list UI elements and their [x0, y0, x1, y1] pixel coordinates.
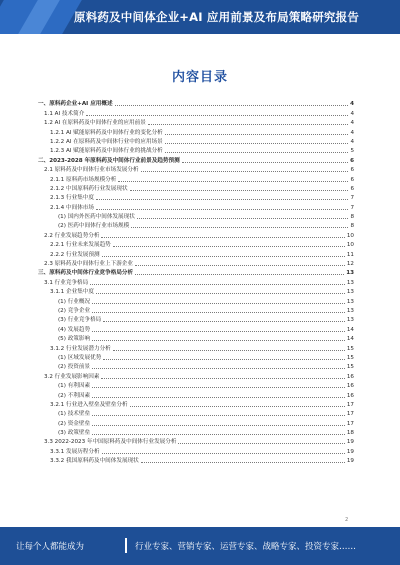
toc-leader-dots [96, 199, 348, 200]
toc-leader-dots [90, 284, 345, 285]
toc-entry-title: 3.1.2 行业发展潜力分析 [50, 345, 111, 352]
toc-entry-title: 2.2.1 行业未来发展趋势 [50, 242, 111, 249]
toc-entry-title: 1.2.3 AI 赋能原料药及中间体行业的挑战分析 [50, 148, 163, 155]
report-footer [0, 527, 400, 565]
toc-entry-title: 1.1 AI 技术简介 [44, 110, 85, 117]
toc-entry-page: 10 [346, 232, 354, 239]
toc-entry-page: 7 [350, 195, 354, 202]
toc-leader-dots [118, 181, 348, 182]
toc-entry[interactable] [38, 154, 354, 163]
toc-leader-dots [92, 303, 345, 304]
toc-entry-page: 18 [346, 430, 354, 437]
toc-entry-title: 2.1.1 原料药市场规模分析 [50, 176, 117, 183]
toc-leader-dots [113, 350, 345, 351]
footer-slogan-left: 让每个人都能成为 [16, 542, 85, 552]
toc-leader-dots [96, 209, 348, 210]
report-title: 原料药及中间体企业+AI 应用前景及布局策略研究报告 [74, 10, 360, 24]
toc-entry-title: 2.3 原料药及中间体行业上下游企业 [44, 261, 133, 268]
toc-entry-page: 12 [346, 261, 354, 268]
toc-entry-page: 13 [346, 317, 354, 324]
toc-entry[interactable] [38, 455, 354, 464]
toc-entry-page: 19 [346, 448, 354, 455]
toc-entry[interactable] [38, 98, 354, 107]
toc-entry-page: 6 [350, 157, 354, 164]
toc-entry-title: 3.3 2022-2023 年中国原料药及中间体行业发展分析 [44, 439, 177, 446]
toc-entry[interactable] [38, 145, 354, 154]
toc-entry[interactable] [38, 361, 354, 370]
toc-entry[interactable] [38, 352, 354, 361]
toc-entry[interactable] [38, 323, 354, 332]
toc-entry-title: 2.1.3 行业集中度 [50, 195, 94, 202]
toc-leader-dots [135, 274, 344, 275]
toc-entry-title: (2) 投资前景 [58, 364, 91, 371]
toc-entry-page: 6 [350, 185, 354, 192]
toc-leader-dots [130, 190, 349, 191]
report-header [0, 0, 400, 34]
toc-entry[interactable] [38, 107, 354, 116]
toc-leader-dots [131, 227, 348, 228]
toc-entry[interactable] [38, 117, 354, 126]
toc-entry-title: 1.2 AI 在原料药及中间体行业的应用前景 [44, 120, 146, 127]
toc-entry-page: 15 [346, 364, 354, 371]
toc-entry[interactable] [38, 389, 354, 398]
toc-entry-page: 8 [350, 223, 354, 230]
toc-entry-title: 2.2.2 行业发展预测 [50, 251, 100, 258]
toc-entry-title: 1.2.1 AI 赋能原料药及中间体行业的变化分析 [50, 129, 163, 136]
toc-entry[interactable] [38, 229, 354, 238]
toc-leader-dots [165, 143, 349, 144]
toc-entry[interactable] [38, 220, 354, 229]
toc-leader-dots [86, 115, 348, 116]
toc-leader-dots [130, 406, 345, 407]
toc-entry-page: 13 [346, 298, 354, 305]
toc-entry[interactable] [38, 136, 354, 145]
toc-entry[interactable] [38, 164, 354, 173]
toc-entry-page: 4 [350, 138, 354, 145]
toc-leader-dots [148, 124, 349, 125]
toc-entry-page: 7 [350, 204, 354, 211]
toc-entry[interactable] [38, 286, 354, 295]
page-number: 2 [345, 517, 349, 523]
toc-leader-dots [92, 312, 345, 313]
toc-entry-title: 一、原料药企业+AI 应用概述 [38, 101, 113, 108]
toc-entry[interactable] [38, 211, 354, 220]
toc-entry[interactable] [38, 333, 354, 342]
toc-entry[interactable] [38, 380, 354, 389]
toc-entry[interactable] [38, 239, 354, 248]
toc-entry[interactable] [38, 267, 354, 276]
toc-entry-title: 2.1.4 中间体市场 [50, 204, 94, 211]
toc-entry-title: (1) 区域发展优势 [58, 354, 102, 361]
toc-entry[interactable] [38, 183, 354, 192]
footer-slogan-right: 行业专家、营销专家、运营专家、战略专家、投资专家…… [135, 542, 357, 552]
toc-entry-page: 8 [350, 214, 354, 221]
toc-entry-title: 3.2.1 行业进入壁垒及壁垒分析 [50, 401, 128, 408]
toc-entry[interactable] [38, 342, 354, 351]
toc-entry[interactable] [38, 417, 354, 426]
toc-entry-page: 19 [346, 458, 354, 465]
toc-entry[interactable] [38, 295, 354, 304]
toc-entry[interactable] [38, 408, 354, 417]
toc-leader-dots [178, 443, 344, 444]
toc-entry[interactable] [38, 370, 354, 379]
toc-entry-page: 13 [346, 289, 354, 296]
toc-entry-page: 13 [346, 307, 354, 314]
toc-leader-dots [141, 171, 349, 172]
toc-entry[interactable] [38, 201, 354, 210]
toc-entry-page: 13 [346, 270, 354, 277]
toc-entry[interactable] [38, 399, 354, 408]
toc-entry[interactable] [38, 258, 354, 267]
toc-leader-dots [115, 105, 349, 106]
toc-entry-page: 11 [346, 251, 354, 258]
toc-entry-title: (2) 医药中间体行业市场规模 [58, 223, 130, 230]
toc-entry-page: 16 [346, 383, 354, 390]
toc-entry-page: 17 [346, 401, 354, 408]
table-of-contents [38, 98, 354, 464]
toc-leader-dots [96, 293, 345, 294]
toc-entry-page: 5 [350, 148, 354, 155]
toc-leader-dots [103, 359, 345, 360]
toc-leader-dots [141, 462, 345, 463]
toc-entry-title: (2) 竞争企业 [58, 307, 91, 314]
toc-entry[interactable] [38, 314, 354, 323]
toc-leader-dots [92, 368, 345, 369]
toc-leader-dots [92, 331, 345, 332]
toc-entry-page: 4 [350, 110, 354, 117]
footer-divider [125, 538, 127, 553]
toc-entry-page: 15 [346, 354, 354, 361]
toc-entry-title: 二、2023-2028 年原料药及中间体行业前景及趋势预测 [38, 157, 180, 164]
toc-entry[interactable] [38, 248, 354, 257]
toc-entry[interactable] [38, 192, 354, 201]
toc-entry-title: 三、原料药及中间体行业竞争格局分析 [38, 270, 134, 277]
toc-heading: 内容目录 [171, 70, 228, 85]
toc-entry-title: (2) 不利因素 [58, 392, 91, 399]
toc-entry-title: (1) 行业概况 [58, 298, 91, 305]
toc-leader-dots [92, 425, 345, 426]
toc-entry-title: 3.3.2 我国原料药及中间体发展现状 [50, 458, 139, 465]
toc-entry-title: 2.2 行业发展趋势分析 [44, 232, 100, 239]
toc-entry-title: 3.1 行业竞争格局 [44, 279, 89, 286]
toc-leader-dots [182, 162, 348, 163]
toc-entry-title: (4) 发展趋势 [58, 326, 91, 333]
toc-leader-dots [165, 134, 349, 135]
toc-entry[interactable] [38, 305, 354, 314]
toc-leader-dots [165, 152, 349, 153]
toc-entry-page: 16 [346, 373, 354, 380]
toc-leader-dots [92, 434, 345, 435]
toc-leader-dots [92, 397, 345, 398]
toc-entry-page: 4 [350, 129, 354, 136]
toc-entry-page: 10 [346, 242, 354, 249]
toc-entry-title: 3.1.1 企业集中度 [50, 289, 94, 296]
toc-entry-title: 2.1.2 中国原料药行业发展现状 [50, 185, 128, 192]
toc-entry[interactable] [38, 436, 354, 445]
toc-leader-dots [102, 256, 345, 257]
toc-entry[interactable] [38, 445, 354, 454]
toc-entry-page: 14 [346, 326, 354, 333]
toc-leader-dots [103, 321, 345, 322]
toc-entry-page: 15 [346, 345, 354, 352]
toc-entry-title: (1) 有利因素 [58, 383, 91, 390]
toc-entry-page: 13 [346, 279, 354, 286]
toc-entry-page: 17 [346, 420, 354, 427]
toc-leader-dots [113, 246, 345, 247]
toc-entry-page: 6 [350, 167, 354, 174]
toc-entry-title: (1) 技术壁垒 [58, 411, 91, 418]
toc-entry[interactable] [38, 173, 354, 182]
toc-leader-dots [92, 340, 345, 341]
toc-entry-title: 3.2 行业发展影响因素 [44, 373, 100, 380]
toc-entry-title: 2.1 原料药及中间体行业市场发展分析 [44, 167, 139, 174]
toc-entry[interactable] [38, 276, 354, 285]
toc-entry-title: (3) 行业竞争格局 [58, 317, 102, 324]
toc-entry-page: 19 [346, 439, 354, 446]
toc-entry-title: (1) 国内外医药中间体发展现状 [58, 214, 135, 221]
toc-entry-page: 17 [346, 411, 354, 418]
toc-leader-dots [101, 237, 344, 238]
toc-leader-dots [102, 453, 345, 454]
toc-entry[interactable] [38, 427, 354, 436]
toc-entry-title: (3) 政策壁垒 [58, 430, 91, 437]
toc-entry-title: 3.3.1 发展历程分析 [50, 448, 100, 455]
toc-leader-dots [101, 378, 344, 379]
toc-leader-dots [135, 265, 345, 266]
toc-entry-page: 6 [350, 176, 354, 183]
toc-entry-page: 16 [346, 392, 354, 399]
toc-entry-title: 1.2.2 AI 在原料药及中间体行业中的应用场景 [50, 138, 163, 145]
toc-entry-title: (2) 资金壁垒 [58, 420, 91, 427]
toc-entry[interactable] [38, 126, 354, 135]
toc-leader-dots [92, 387, 345, 388]
toc-leader-dots [92, 415, 345, 416]
toc-entry-title: (5) 政策影响 [58, 336, 91, 343]
toc-leader-dots [137, 218, 349, 219]
toc-entry-page: 4 [350, 120, 354, 127]
toc-entry-page: 14 [346, 336, 354, 343]
toc-entry-page: 4 [350, 101, 354, 108]
